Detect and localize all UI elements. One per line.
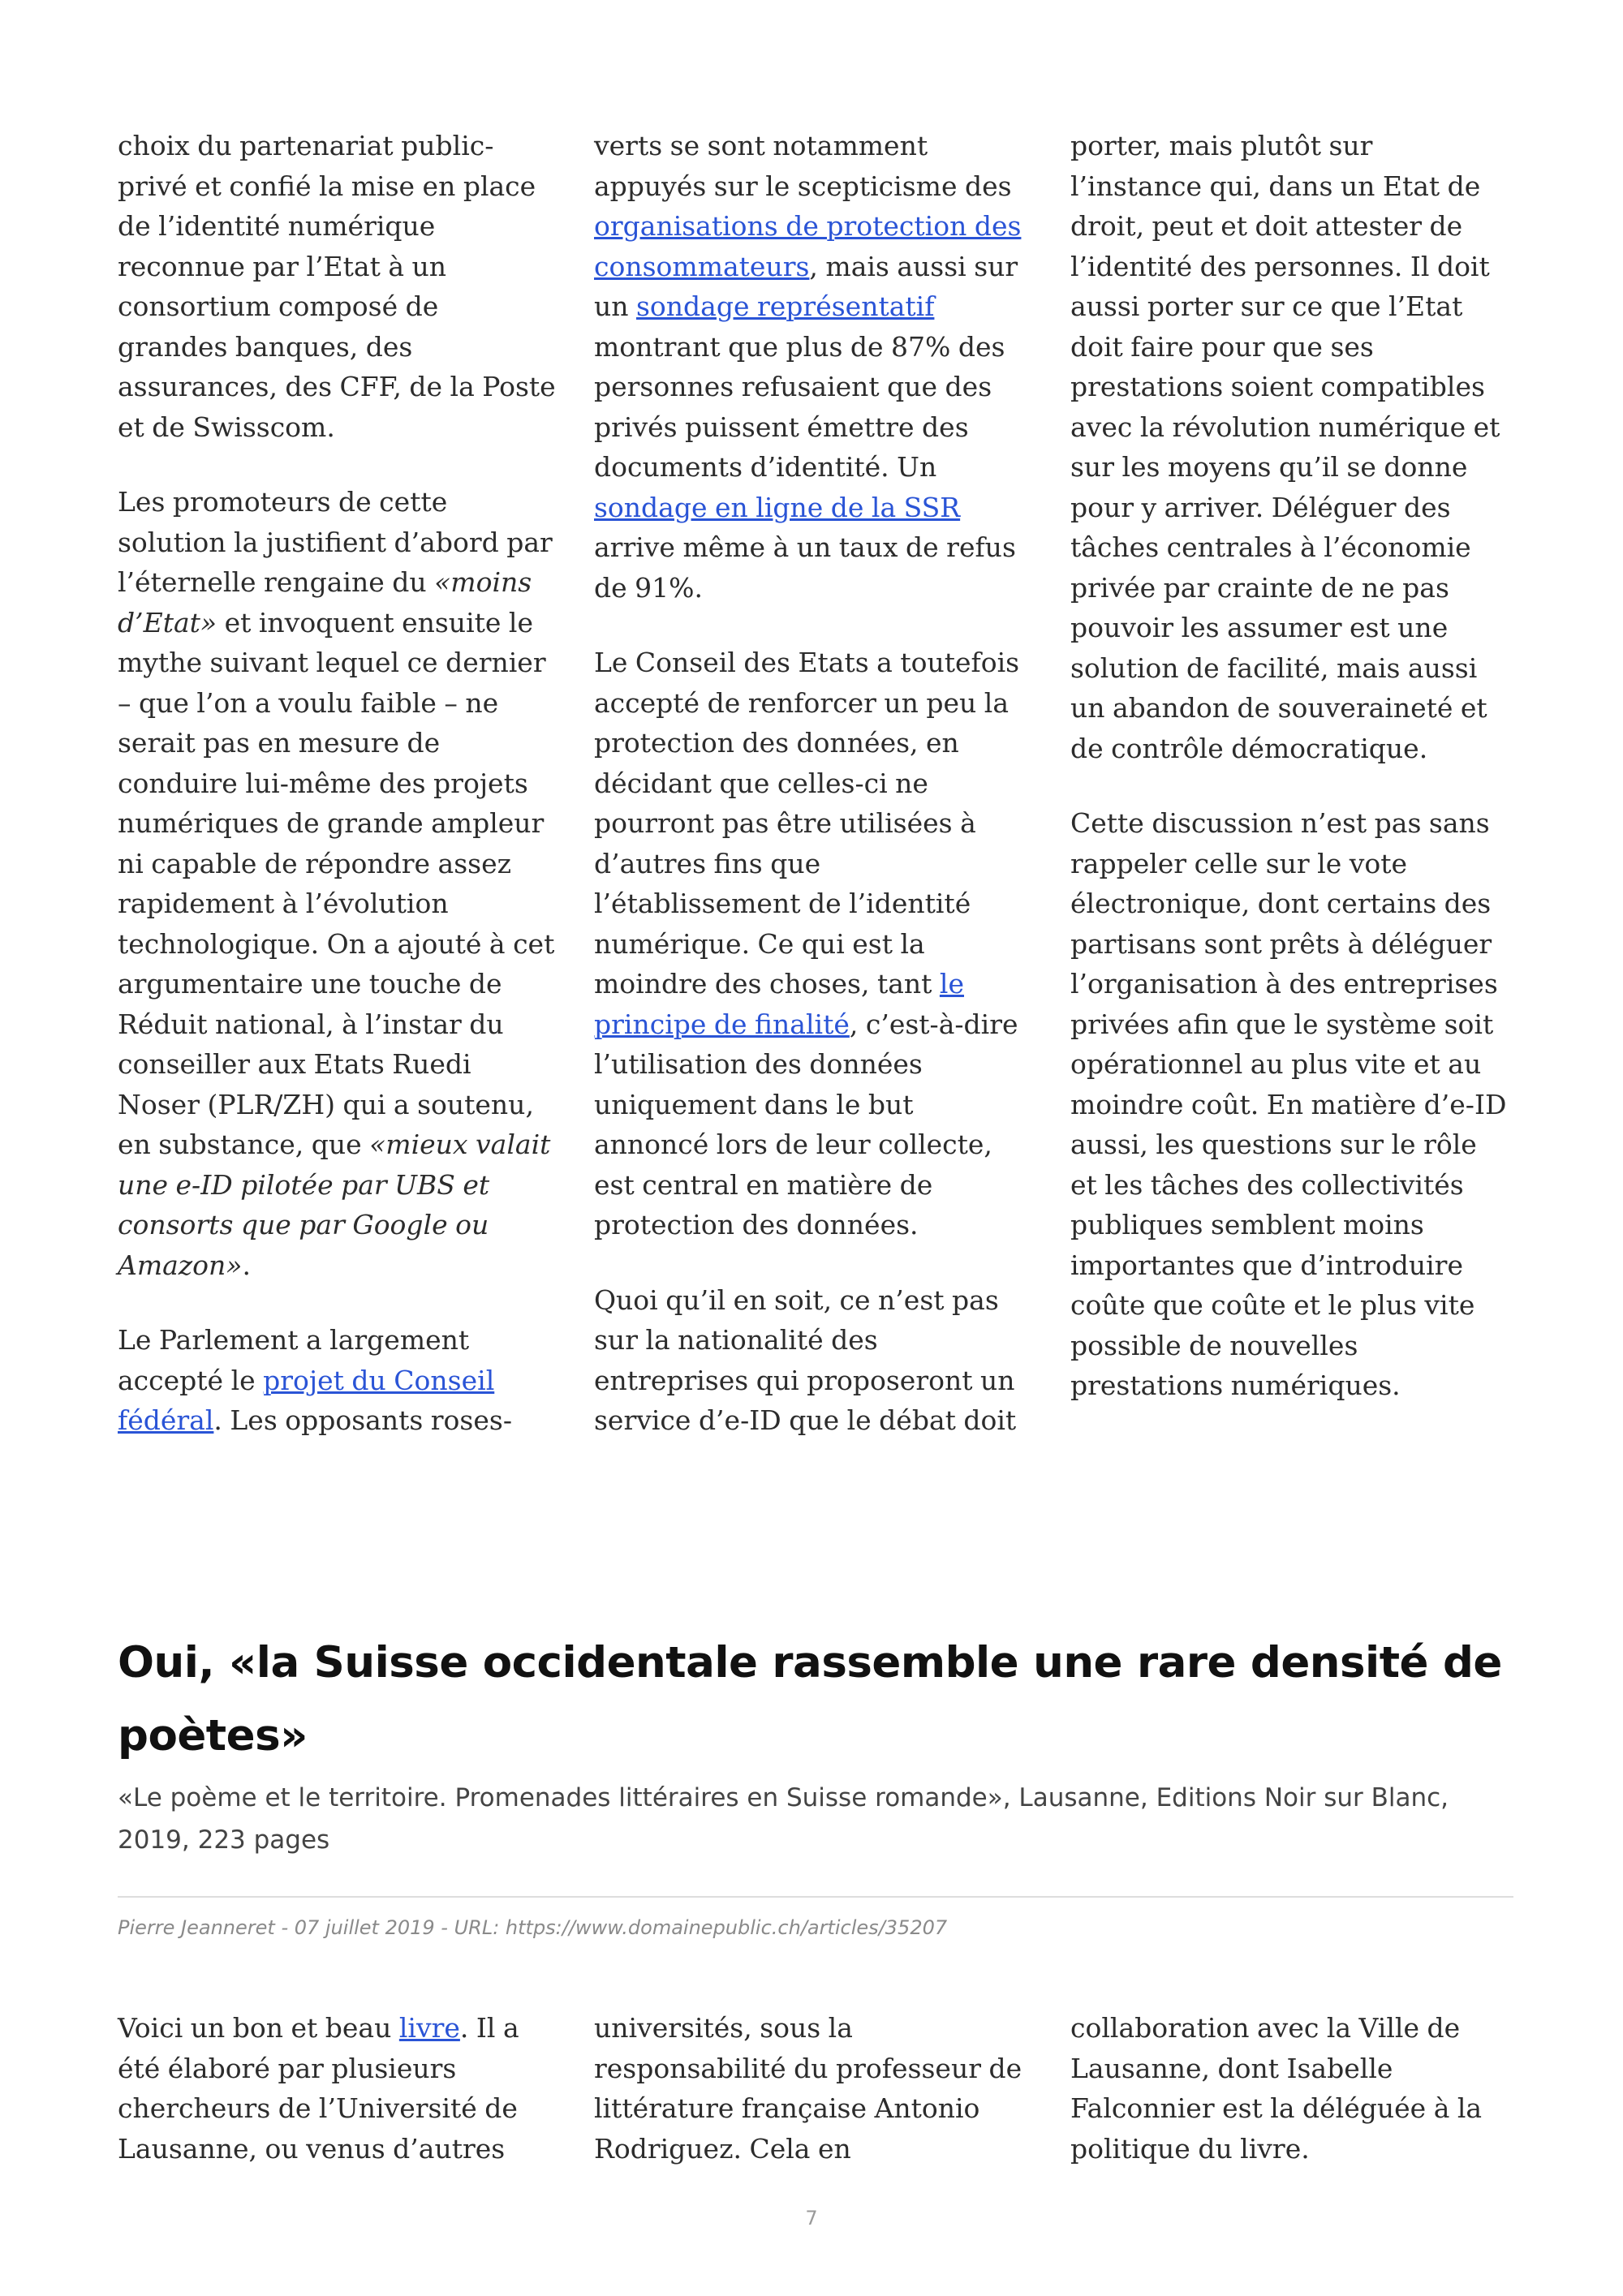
article-body-columns <box>118 2008 1509 2169</box>
paragraph: Cette discussion n’est pas sans rappeler celle sur le vote électronique, dont certains des partisans sont prêts à déléguer l’organisation à des entreprises privées afin que le système soit opérationnel au plus vite et au moindre coût. En matière d’e-ID aussi, les questions sur le rôle et les tâches des collectivités publiques semblent moins importantes que d’introduire coûte que coûte et le plus vite possible de nouvelles prestations numériques. <box>1070 807 1507 1401</box>
page-number: 7 <box>805 2207 818 2229</box>
paragraph: Le Parlement a largement accepté le projet du Conseil fédéral. Les opposants roses- <box>118 1324 512 1436</box>
article-subtitle: «Le poème et le territoire. Promenades littéraires en Suisse romande», Lausanne, Editions Noir sur Blanc, 2019, 223 pages <box>118 1783 1449 1855</box>
link-sondage-ssr[interactable]: sondage en ligne de la SSR <box>594 491 961 523</box>
paragraph: collaboration avec la Ville de Lausanne, dont Isabelle Falconnier est la déléguée à la politique du livre. <box>1070 2012 1483 2165</box>
column-3 <box>1070 126 1509 1441</box>
paragraph: choix du partenariat public-privé et confié la mise en place de l’identité numérique reconnue par l’Etat à un consortium composé de grandes banques, des assurances, des CFF, de la Poste et de Swisscom. <box>118 130 556 443</box>
article-byline: Pierre Jeanneret - 07 juillet 2019 - URL: https://www.domainepublic.ch/articles/35207 <box>118 1916 948 1939</box>
divider <box>118 1896 1513 1898</box>
link-projet-conseil-federal[interactable]: projet du Conseil fédéral <box>118 1364 495 1436</box>
link-principe-de-finalite[interactable]: le principe de finalité <box>594 968 964 1040</box>
article-title: Oui, «la Suisse occidentale rassemble une rare densité de poètes» <box>118 1638 1502 1761</box>
quote: «moins d’Etat» <box>118 566 532 638</box>
paragraph: universités, sous la responsabilité du professeur de littérature française Antonio Rodriguez. Cela en <box>594 2012 1022 2165</box>
paragraph: verts se sont notamment appuyés sur le scepticisme des organisations de protection des consommateurs, mais aussi sur un sondage représentatif montrant que plus de 87% des personnes refusaient que des privés puissent émettre des documents d’identité. Un sondage en ligne de la SSR arrive même à un taux de refus de 91%. <box>594 130 1022 604</box>
column-1 <box>118 126 556 1441</box>
paragraph: Voici un bon et beau livre. Il a été élaboré par plusieurs chercheurs de l’Université de Lausanne, ou venus d’autres <box>118 2012 519 2165</box>
paragraph: Le Conseil des Etats a toutefois accepté de renforcer un peu la protection des données, en décidant que celles-ci ne pourront pas être utilisées à d’autres fins que l’établissement de l’identité numérique. Ce qui est la moindre des choses, tant le principe de finalité, c’est-à-dire l’utilisation des données uniquement dans le but annoncé lors de leur collecte, est central en matière de protection des données. <box>594 647 1020 1240</box>
paragraph: Quoi qu’il en soit, ce n’est pas sur la nationalité des entreprises qui proposeront un service d’e-ID que le débat doit <box>594 1283 1017 1436</box>
column-2 <box>594 126 1032 1441</box>
link-organisations-protection-consommateurs[interactable]: organisations de protection des consommateurs <box>594 210 1022 282</box>
previous-article-columns <box>118 126 1509 1441</box>
column-1 <box>118 2008 556 2169</box>
column-3 <box>1070 2008 1509 2169</box>
paragraph: Les promoteurs de cette solution la justifient d’abord par l’éternelle rengaine du «moins d’Etat» et invoquent ensuite le mythe suivant lequel ce dernier – que l’on a voulu faible – ne serait pas en mesure de conduire lui-même des projets numériques de grande ampleur ni capable de répondre assez rapidement à l’évolution technologique. On a ajouté à cet argumentaire une touche de Réduit national, à l’instar du conseiller aux Etats Ruedi Noser (PLR/ZH) qui a soutenu, en substance, que «mieux valait une e-ID pilotée par UBS et consorts que par Google ou Amazon». <box>118 486 555 1281</box>
link-sondage-representatif[interactable]: sondage représentatif <box>636 290 935 322</box>
link-livre[interactable]: livre <box>398 2012 460 2044</box>
paragraph: porter, mais plutôt sur l’instance qui, dans un Etat de droit, peut et doit attester de l’identité des personnes. Il doit aussi porter sur ce que l’Etat doit faire pour que ses prestations soient compatibles avec la révolution numérique et sur les moyens qu’il se donne pour y arriver. Déléguer des tâches centrales à l’économie privée par crainte de ne pas pouvoir les assumer est une solution de facilité, mais aussi un abandon de souveraineté et de contrôle démocratique. <box>1070 130 1500 764</box>
column-2 <box>594 2008 1032 2169</box>
quote: «mieux valait une e-ID pilotée par UBS et consorts que par Google ou Amazon» <box>118 1129 551 1281</box>
